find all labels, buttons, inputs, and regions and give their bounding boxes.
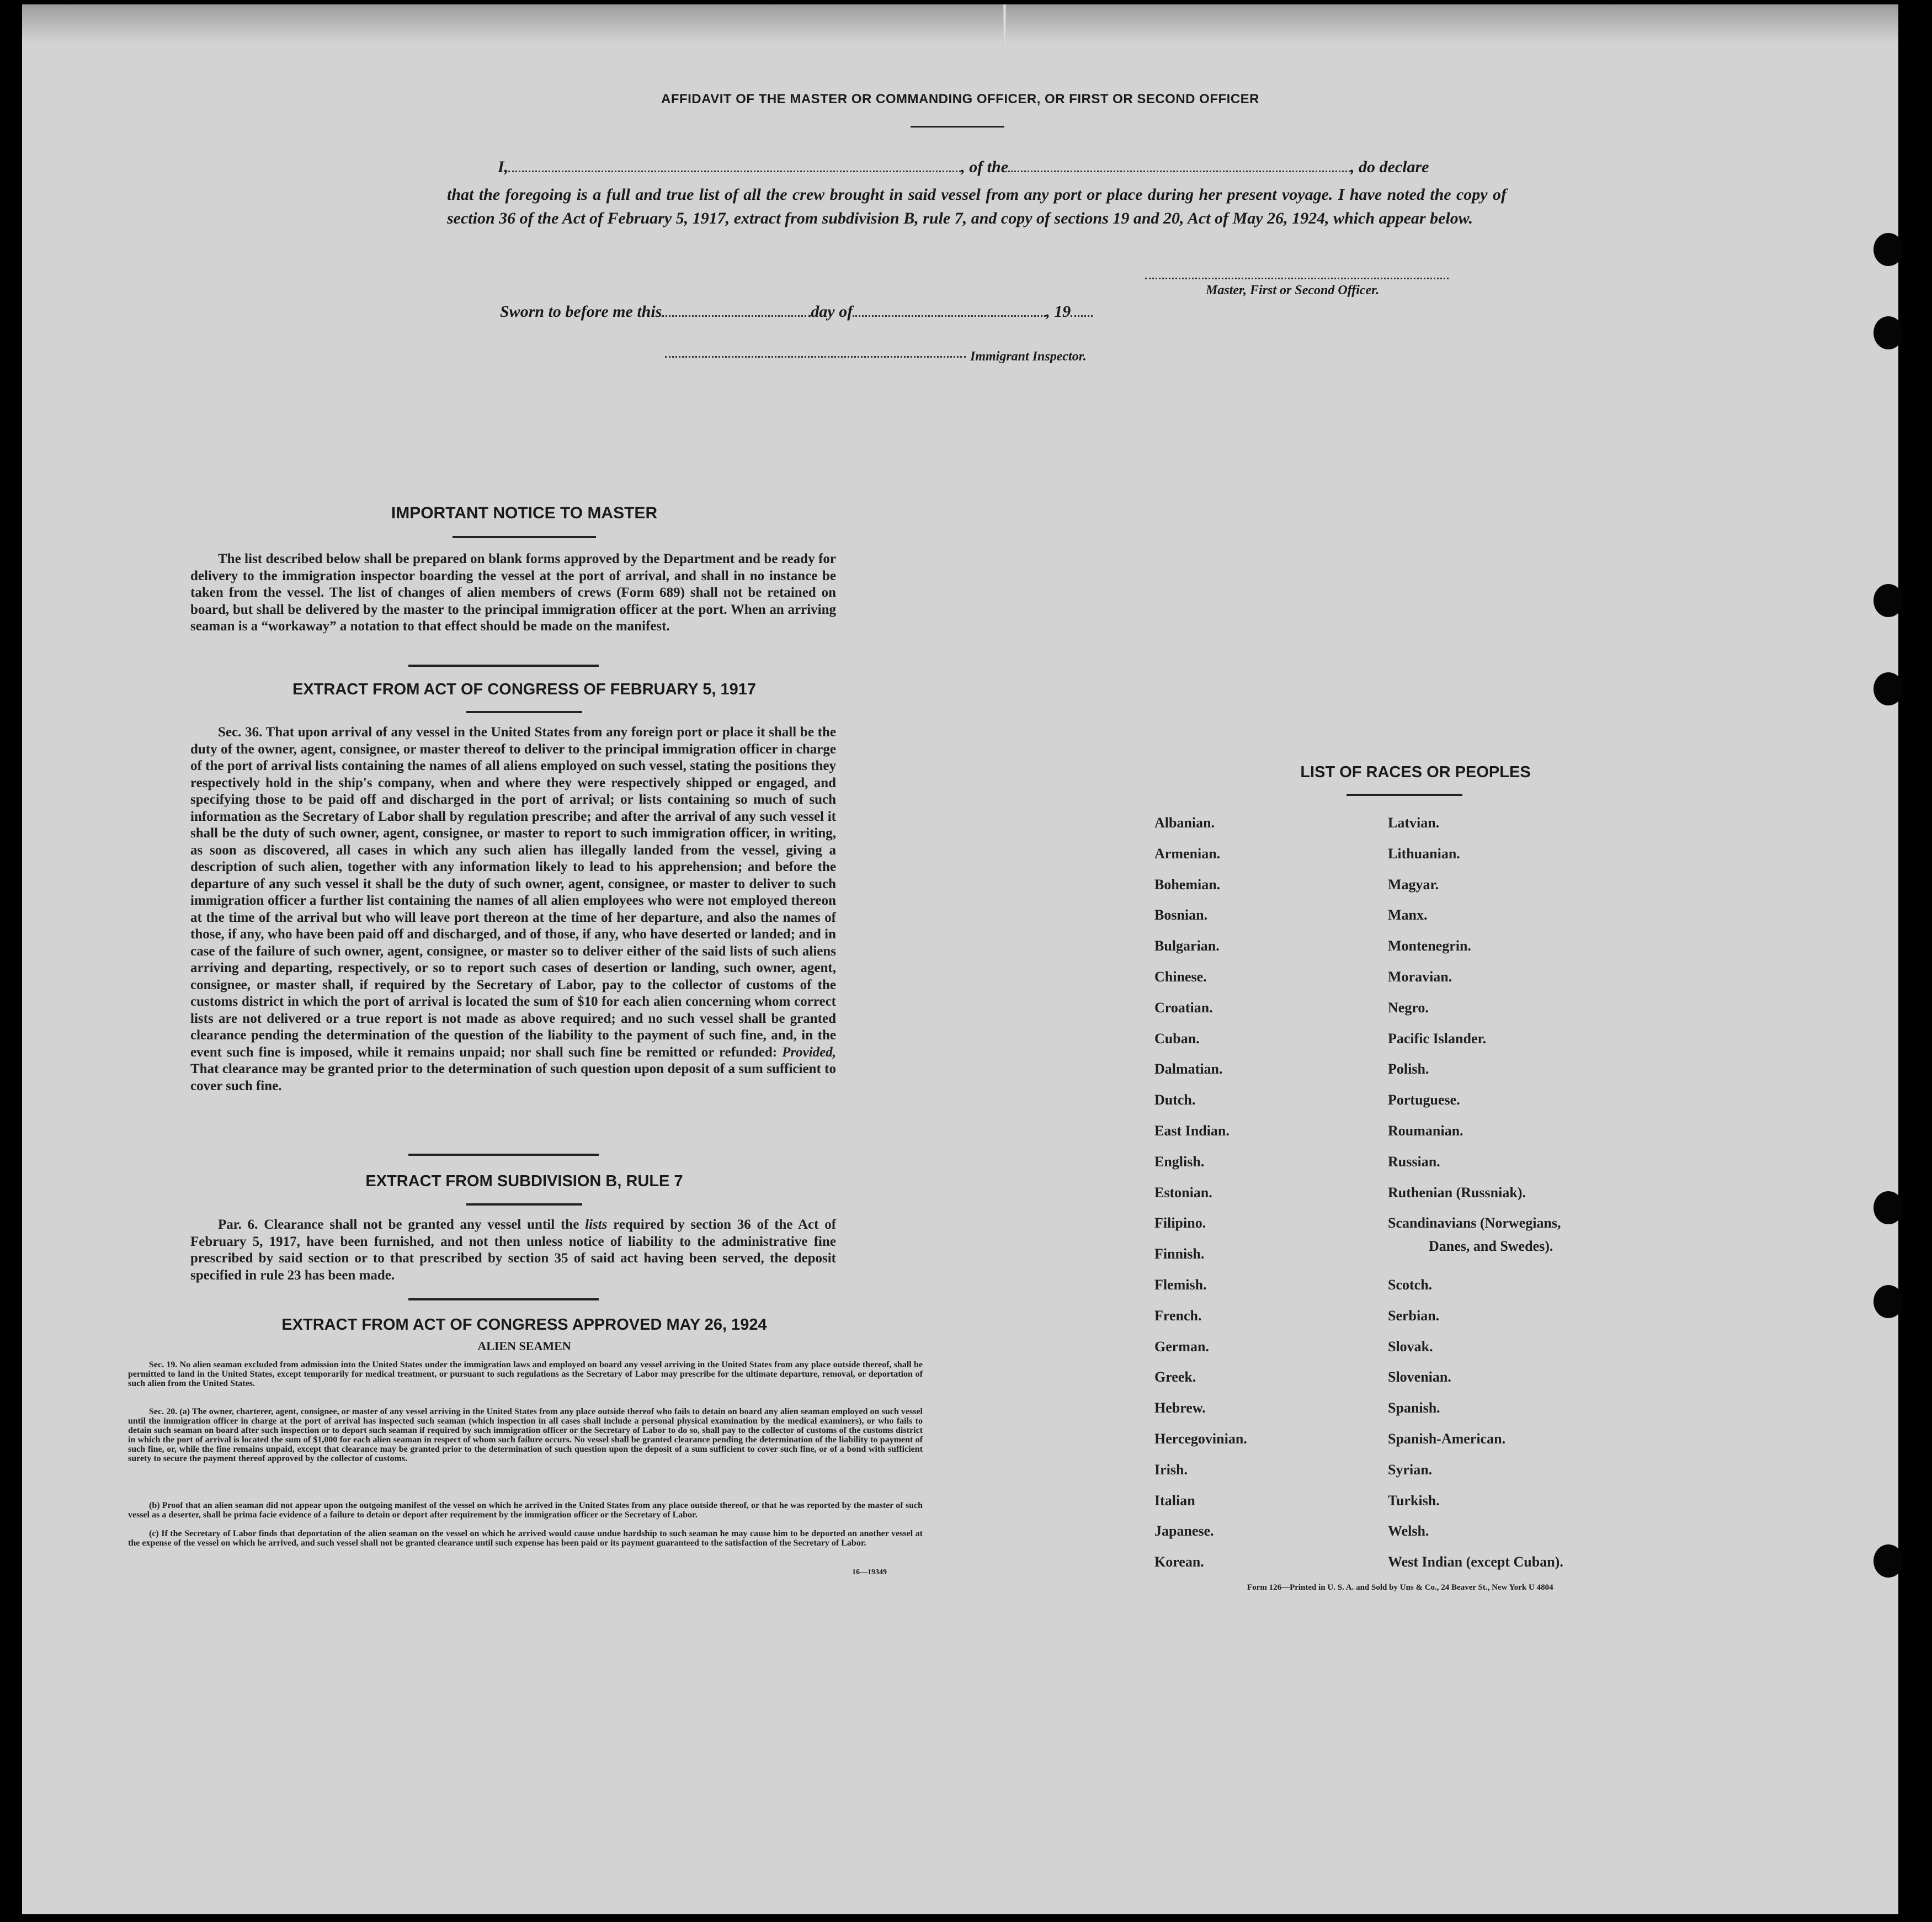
race-item: Slovenian. — [1388, 1369, 1451, 1385]
scan-shadow — [22, 4, 1898, 43]
par-6-text-end: required by section 36 of the Act of February 5, 1917, have been furnished, and not then unless notice of liability to the administrative fine prescribed by said section or to that prescribed by section 35 of said act having been served, the deposit specified in rule 23 has been made. — [190, 1217, 837, 1283]
form-footnote: 16—19349 — [852, 1568, 887, 1576]
sec-20a-text: Sec. 20. (a) The owner, charterer, agent, consignee, or master of any vessel arriving in the United States from any place outside thereof who fails to detain on board any alien seaman employed on such vessel until the immigration officer in charge at the port of arrival has inspected such seaman (which inspection in all cases shall include a personal physical examination by the medical examiners), or who fails to detain such seaman on board after such inspection or to deport such seaman if required by such immigration officer or the Secretary of Labor to do so, shall pay to the collector of customs of the customs district in which the port of arrival is located the sum of $1,000 for each alien seaman in respect of whom such failure occurs. No vessel shall be granted clearance pending the determination of the liability to payment of such fine, or, while the fine remains unpaid, except that clearance may be granted prior to the determination of such question upon the deposit of a sum sufficient to cover such fine, or of a bond with sufficient surety to secure the payment thereof approved by the collector of customs. — [128, 1407, 923, 1463]
sec-36-text-end: That clearance may be granted prior to the determination of such question upon deposit of a sum sufficient to cover such fine. — [190, 1061, 836, 1093]
notice-body: The list described below shall be prepared on blank forms approved by the Department and be ready for delivery to the immigration inspector boarding the vessel at the port of arrival, and shall in no instance be taken from the vessel. The list of changes of alien members of crews (Form 689) shall not be retained on board, but shall be delivered by the master to the principal immigration officer at the port. When an arriving seaman is a “workaway” a notation to that effect should be made on the manifest. — [190, 551, 836, 634]
race-item: Scandinavians (Norwegians, — [1388, 1215, 1561, 1231]
race-item: German. — [1154, 1338, 1209, 1355]
race-item: Slovak. — [1388, 1338, 1433, 1355]
sworn-month-field[interactable] — [853, 315, 1046, 317]
punch-hole — [1874, 1285, 1903, 1318]
punch-hole — [1874, 672, 1903, 705]
title-rule — [911, 126, 1004, 128]
race-item: Montenegrin. — [1388, 938, 1471, 954]
par-6-text: Clearance shall not be granted any vessel until the — [264, 1217, 579, 1232]
race-item: Hebrew. — [1154, 1400, 1206, 1416]
i-label: I, — [498, 158, 509, 176]
race-item: Korean. — [1154, 1554, 1204, 1570]
race-item: Spanish. — [1388, 1400, 1440, 1416]
extract-1924-title: EXTRACT FROM ACT OF CONGRESS APPROVED MAY 26, 1924 — [281, 1316, 767, 1334]
sworn-label: Sworn to before me this — [500, 302, 662, 321]
race-item: East Indian. — [1154, 1123, 1230, 1139]
race-item: Negro. — [1388, 999, 1429, 1016]
race-item: Albanian. — [1154, 815, 1215, 831]
race-item: Bohemian. — [1154, 876, 1221, 893]
sec-36-text: That upon arrival of any vessel in the United States from any foreign port or place it shall be the duty of the owner, agent, consignee, or master thereof to deliver to the principal immigration officer in charge of the port of arrival lists containing the names of all aliens employed on such vessel, stating the positions they respectively hold in the ship's company, when and where they were respectively shipped or engaged, and specifying those to be paid off and discharged in the port of arrival; or lists containing so much of such information as the Secretary of Labor shall by regulation prescribe; and after the arrival of any such vessel it shall be the duty of such owner, agent, consignee, or master to report to such immigration officer, in writing, as soon as discovered, all cases in which any such alien has illegally landed from the vessel, giving a description of such alien, together with any information likely to lead to his apprehension; and before the departure of any such vessel it shall be the duty of such owner, agent, consignee, or master to deliver to such immigration officer a further list containing the names of all alien employees who were not employed thereon at the time of the arrival but who will leave port thereon at the time of her departure, and also the names of those, if any, who have been paid off and discharged, and of those, if any, who have deserted or landed; and in case of the failure of such owner, agent, consignee, or master so to deliver either of the said lists of such aliens arriving and departing, respectively, or so to report such cases of desertion or landing, such owner, agent, consignee, or master shall, if required by the Secretary of Labor, pay to the collector of customs of the customs district in which the port of arrival is located the sum of $10 for each alien concerning whom correct lists are not delivered or a true report is not made as above required; and no such vessel shall be granted clearance pending the determination of the question of the liability to the payment of such fine, and, in the event such fine is imposed, while it remains unpaid; nor shall such fine be remitted or refunded: — [190, 725, 836, 1060]
notice-title: IMPORTANT NOTICE TO MASTER — [391, 504, 658, 522]
race-item: Hercegovinian. — [1154, 1431, 1247, 1447]
race-item: Spanish-American. — [1388, 1431, 1506, 1447]
race-item: Estonian. — [1154, 1184, 1212, 1201]
of-the-label: , of the — [961, 158, 1009, 176]
lists-word: lists — [585, 1217, 608, 1232]
sworn-line — [500, 302, 1093, 321]
form-printer-note: Form 126—Printed in U. S. A. and Sold by Uns & Co., 24 Beaver St., New York U 4804 — [1247, 1583, 1553, 1592]
affidavit-title: AFFIDAVIT OF THE MASTER OR COMMANDING OFFICER, OR FIRST OR SECOND OFFICER — [661, 92, 1260, 107]
section-rule — [453, 536, 596, 538]
race-item: Irish. — [1154, 1461, 1188, 1478]
alien-seamen-subtitle: ALIEN SEAMEN — [477, 1339, 571, 1353]
race-item: Bosnian. — [1154, 907, 1208, 923]
race-item: Serbian. — [1388, 1307, 1440, 1324]
race-item: Scotch. — [1388, 1277, 1433, 1293]
race-item: Russian. — [1388, 1153, 1440, 1170]
section-rule — [1346, 794, 1462, 796]
par-6-label: Par. 6. — [218, 1217, 258, 1232]
race-item: Italian — [1154, 1492, 1195, 1509]
race-item: Turkish. — [1388, 1492, 1440, 1509]
race-item: Japanese. — [1154, 1523, 1214, 1539]
race-item: Pacific Islander. — [1388, 1030, 1487, 1047]
race-item: West Indian (except Cuban). — [1388, 1554, 1563, 1570]
race-item: Roumanian. — [1388, 1123, 1463, 1139]
race-item: Danes, and Swedes). — [1429, 1238, 1553, 1254]
inspector-caption: Immigrant Inspector. — [970, 349, 1087, 364]
affidavit-body: that the foregoing is a full and true list of all the crew brought in said vessel from any port or place during her present voyage. I have noted the copy of section 36 of the Act of February 5, 1917, extract from subdivision B, rule 7, and copy of sections 19 and 20, Act of May 26, 1924, which appear below. — [447, 185, 1507, 227]
do-declare-label: , do declare — [1350, 158, 1429, 176]
name-field[interactable] — [508, 171, 961, 172]
section-rule — [408, 1154, 599, 1156]
race-item: Croatian. — [1154, 999, 1213, 1016]
vessel-field[interactable] — [1008, 171, 1350, 172]
race-item: French. — [1154, 1307, 1202, 1324]
extract-rule7-body — [190, 1217, 836, 1284]
race-item: Magyar. — [1388, 876, 1439, 893]
race-item: Armenian. — [1154, 845, 1221, 862]
race-item: Bulgarian. — [1154, 938, 1220, 954]
sec-19-text: Sec. 19. No alien seaman excluded from admission into the United States under the immigration laws and employed on board any vessel arriving in the United States from any place outside thereof, shall be permitted to land in the United States, except temporarily for medical treatment, or pursuant to such regulations as the Secretary of Labor may prescribe for the ultimate departure, removal, or deportation of such alien from the United States. — [128, 1360, 923, 1388]
race-item: Dutch. — [1154, 1092, 1196, 1108]
punch-hole — [1874, 233, 1903, 266]
race-item: Filipino. — [1154, 1215, 1206, 1231]
race-item: Ruthenian (Russniak). — [1388, 1184, 1526, 1201]
extract-rule7-title: EXTRACT FROM SUBDIVISION B, RULE 7 — [365, 1172, 683, 1190]
affidavit-declaration-line — [498, 158, 1429, 177]
race-item: Chinese. — [1154, 969, 1207, 985]
punch-hole — [1874, 1191, 1903, 1224]
race-item: Dalmatian. — [1154, 1061, 1223, 1077]
race-item: Syrian. — [1388, 1461, 1433, 1478]
race-item: Greek. — [1154, 1369, 1196, 1385]
section-rule — [408, 665, 599, 667]
section-rule — [408, 1298, 599, 1300]
signer-caption: Master, First or Second Officer. — [1206, 283, 1380, 298]
sec-20b-text: (b) Proof that an alien seaman did not appear upon the outgoing manifest of the vessel on which he arrived in the United States from any place outside thereof, or that he was reported by the master of such vessel as a deserter, shall be prima facie evidence of a failure to detain or deport after requirement by the immigration officer or the Secretary of Labor. — [128, 1501, 923, 1520]
punch-hole — [1874, 1544, 1903, 1578]
race-item: Flemish. — [1154, 1277, 1207, 1293]
day-of-label: day of — [811, 302, 853, 321]
document-page — [22, 4, 1898, 1914]
race-item: Portuguese. — [1388, 1092, 1460, 1108]
page-fold — [1003, 4, 1006, 1914]
sec-36-label: Sec. 36. — [218, 725, 263, 740]
inspector-signature-line[interactable] — [665, 356, 966, 358]
extract-1917-body — [190, 724, 836, 1095]
race-item: Manx. — [1388, 907, 1428, 923]
section-rule — [466, 711, 582, 713]
races-title: LIST OF RACES OR PEOPLES — [1300, 763, 1531, 781]
extract-1917-title: EXTRACT FROM ACT OF CONGRESS OF FEBRUARY 5, 1917 — [292, 681, 757, 698]
sworn-day-field[interactable] — [662, 315, 811, 317]
signature-line[interactable] — [1145, 278, 1449, 279]
section-rule — [466, 1203, 582, 1206]
race-item: Polish. — [1388, 1061, 1429, 1077]
race-item: Welsh. — [1388, 1523, 1429, 1539]
sworn-year-field[interactable] — [1071, 315, 1093, 317]
year-label: , 19 — [1046, 302, 1071, 321]
race-item: Moravian. — [1388, 969, 1452, 985]
punch-hole — [1874, 584, 1903, 617]
race-item: Latvian. — [1388, 815, 1440, 831]
race-item: Cuban. — [1154, 1030, 1200, 1047]
race-item: Lithuanian. — [1388, 845, 1460, 862]
punch-hole — [1874, 316, 1903, 349]
race-item: English. — [1154, 1153, 1205, 1170]
race-item: Finnish. — [1154, 1246, 1205, 1262]
sec-20c-text: (c) If the Secretary of Labor finds that deportation of the alien seaman on the vessel on which he arrived would cause undue hardship to such seaman he may cause him to be deported on another vessel at the expense of the vessel on which he arrived, and such vessel shall not be granted clearance until such expense has been paid or its payment guaranteed to the satisfaction of the Secretary of Labor. — [128, 1529, 923, 1548]
provided-label: Provided, — [782, 1044, 837, 1060]
